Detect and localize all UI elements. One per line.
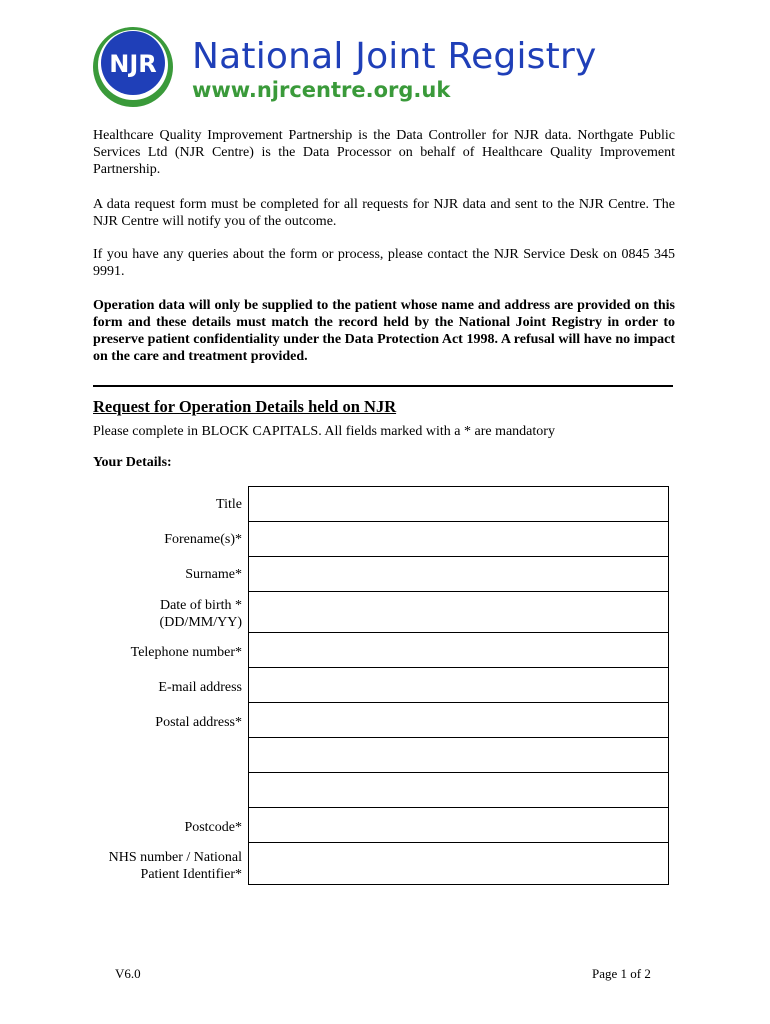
dob-field[interactable] [248,591,669,633]
postal-address-label: Postal address* [155,715,242,730]
postal-address-line3-field[interactable] [248,772,669,808]
website-link[interactable]: www.njrcentre.org.uk [192,78,451,102]
logo-text: NJR [109,50,157,78]
organisation-name: National Joint Registry [192,36,597,77]
telephone-row [90,632,672,667]
data-controller-paragraph: Healthcare Quality Improvement Partnership is the Data Controller for NJR data. Northgate Public Services Ltd (NJR Centre) is the Data Processor on behalf of Healthcare Quality Improvement Partnership. [93,128,675,177]
surname-row [90,556,672,591]
email-row [90,667,672,702]
forenames-row [90,521,672,556]
dob-label [90,597,242,631]
njr-logo-icon [92,26,174,108]
telephone-field[interactable] [248,632,669,668]
forenames-label: Forename(s)* [164,532,242,547]
title-field[interactable] [248,486,669,522]
title-label: Title [216,497,242,512]
email-field[interactable] [248,667,669,703]
nhs-number-row [90,842,672,884]
forenames-field[interactable] [248,521,669,557]
request-title: Request for Operation Details held on NJR [93,397,397,416]
form-instructions: Please complete in BLOCK CAPITALS. All fields marked with a * are mandatory [93,424,555,439]
service-desk-paragraph: If you have any queries about the form or process, please contact the NJR Service Desk on 0845 345 9991. [93,247,675,279]
postcode-row [90,807,672,842]
postal-address-line2-field[interactable] [248,737,669,773]
dob-row [90,591,672,632]
your-details-heading: Your Details: [93,455,172,470]
nhs-number-label-line2: Patient Identifier* [140,867,242,882]
section-divider [93,385,673,387]
telephone-label: Telephone number* [130,645,242,660]
nhs-number-label [90,849,242,883]
page-number: Page 1 of 2 [592,966,651,981]
postal-address-row-3 [90,772,672,807]
postal-address-line1-field[interactable] [248,702,669,738]
version-label: V6.0 [115,966,141,981]
data-request-paragraph: A data request form must be completed for all requests for NJR data and sent to the NJR Centre. The NJR Centre will notify you of the outcome. [93,197,675,229]
postal-address-row [90,702,672,737]
details-form [90,486,672,884]
nhs-number-label-line1: NHS number / National [108,850,242,865]
postcode-label: Postcode* [184,820,242,835]
postcode-field[interactable] [248,807,669,843]
title-row [90,486,672,521]
surname-field[interactable] [248,556,669,592]
dob-label-line1: Date of birth * [159,598,242,613]
nhs-number-field[interactable] [248,842,669,885]
email-label: E-mail address [158,680,242,695]
confidentiality-notice: Operation data will only be supplied to the patient whose name and address are provided on this form and these details must match the record held by the National Joint Registry in order to preserve patient confidentiality under the Data Protection Act 1998. A refusal will have no impact on the care and treatment provided. [93,298,675,364]
surname-label: Surname* [185,567,242,582]
njr-logo [92,26,612,110]
dob-label-line2: (DD/MM/YY) [159,615,242,630]
postal-address-row-2 [90,737,672,772]
